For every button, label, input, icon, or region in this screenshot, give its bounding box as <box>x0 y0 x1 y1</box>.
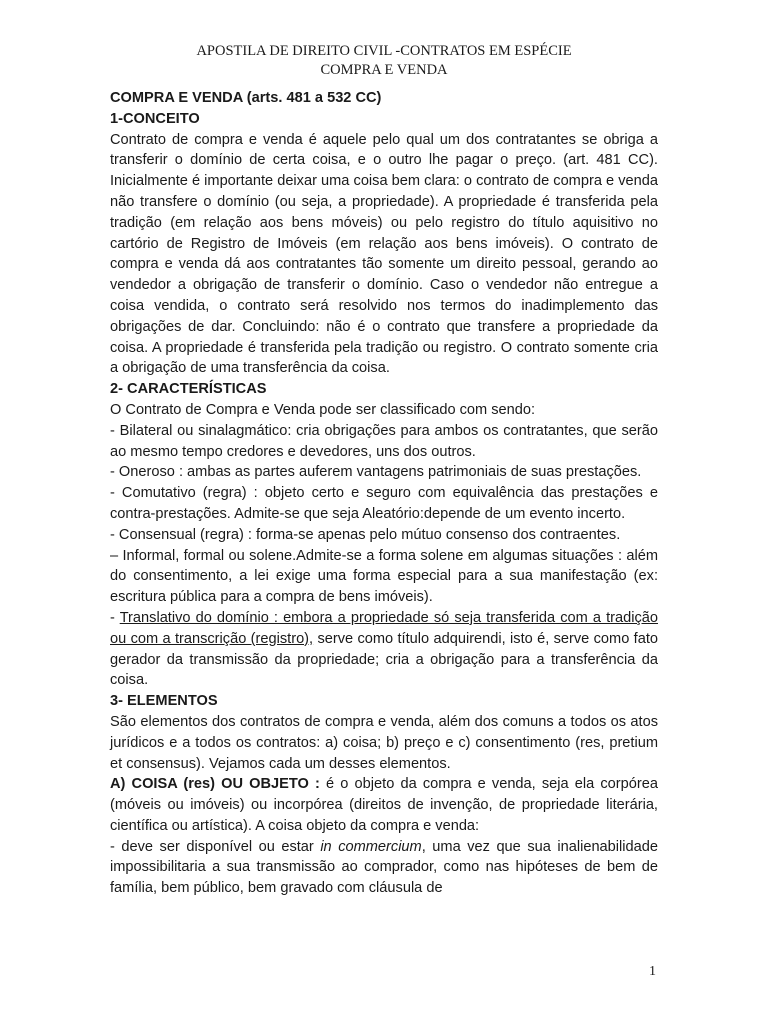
coisa-text: é o objeto da compra e venda, seja ela corpórea (móveis ou imóveis) ou incorpórea (direitos de invenção, de propriedade literária, científica ou artística). A coisa objeto da compra e venda: <box>110 776 658 834</box>
deve-prefix: - deve ser disponível ou estar <box>110 838 321 855</box>
header-subtitle: COMPRA E VENDA <box>320 62 448 78</box>
item-bilateral: - Bilateral ou sinalagmático: cria obrigações para ambos os contratantes, que serão ao mesmo tempo credores e devedores, uns dos outros. <box>110 422 658 460</box>
item-translativo <box>110 608 658 691</box>
item-consensual: - Consensual (regra) : forma-se apenas pelo mútuo consenso dos contraentes. <box>110 526 621 543</box>
page-number: 1 <box>649 964 656 979</box>
section-heading-conceito: 1-CONCEITO <box>110 110 200 127</box>
document-body <box>110 88 658 899</box>
header-title: APOSTILA DE DIREITO CIVIL -CONTRATOS EM ESPÉCIE <box>196 43 572 59</box>
item-translativo-underlined: Translativo do domínio : embora a propriedade só seja transferida com a tradição ou com a transcrição (registro), <box>110 609 658 647</box>
document-title: COMPRA E VENDA (arts. 481 a 532 CC) <box>110 90 382 106</box>
document-header <box>0 42 768 80</box>
paragraph-coisa <box>110 774 658 836</box>
item-informal: – Informal, formal ou solene.Admite-se a forma solene em algumas situações : além do consentimento, a lei exige uma forma especial para a sua manifestação (ex: escritura pública para a compra de bens imóveis). <box>110 547 658 606</box>
section-heading-elementos: 3- ELEMENTOS <box>110 693 218 710</box>
deve-italic: in commercium <box>320 838 422 855</box>
item-translativo-dash: - <box>110 609 120 626</box>
item-translativo-rest: serve como título adquirendi, isto é, serve como fato gerador da transmissão da propriedade; cria a obrigação para a transferência da coisa. <box>110 630 659 689</box>
paragraph-deve <box>110 837 658 899</box>
section-heading-caracteristicas: 2- CARACTERÍSTICAS <box>110 381 267 398</box>
paragraph-elementos: São elementos dos contratos de compra e venda, além dos comuns a todos os atos jurídicos e a todos os contratos: a) coisa; b) preço e c) consentimento (res, pretium et consensus). Vejamos cada um desses elementos. <box>110 713 658 772</box>
item-oneroso: - Oneroso : ambas as partes auferem vantagens patrimoniais de suas prestações. <box>110 464 642 481</box>
paragraph-caracteristicas-intro: O Contrato de Compra e Venda pode ser classificado com sendo: <box>110 401 536 418</box>
paragraph-conceito: Contrato de compra e venda é aquele pelo qual um dos contratantes se obriga a transferir o domínio de certa coisa, e o outro lhe pagar o preço. (art. 481 CC). Inicialmente é importante deixar uma coisa bem clara: o contrato de compra e venda não transfere o domínio (ou seja, a propriedade). A propriedade é transferida pela tradição (em relação aos bens móveis) ou pelo registro do título aquisitivo no cartório de Registro de Imóveis (em relação aos bens imóveis). O contrato de compra e venda dá aos contratantes tão somente um direito pessoal, gerando ao vendedor a obrigação de transferir o domínio. Caso o vendedor não entregue a coisa vendida, o contrato será resolvido nos termos do inadimplemento das obrigações de dar. Concluindo: não é o contrato que transfere a propriedade da coisa. A propriedade é transferida pela tradição ou registro. O contrato somente cria a obrigação de uma transferência da coisa. <box>110 131 658 377</box>
coisa-heading: A) COISA (res) OU OBJETO : <box>110 776 320 793</box>
deve-rest: , uma vez que sua inalienabilidade impossibilitaria a sua transmissão ao comprador, como nas hipóteses de bem de família, bem público, bem gravado com cláusula de <box>110 838 658 897</box>
item-comutativo: - Comutativo (regra) : objeto certo e seguro com equivalência das prestações e contra-prestações. Admite-se que seja Aleatório:depende de um evento incerto. <box>110 485 658 522</box>
